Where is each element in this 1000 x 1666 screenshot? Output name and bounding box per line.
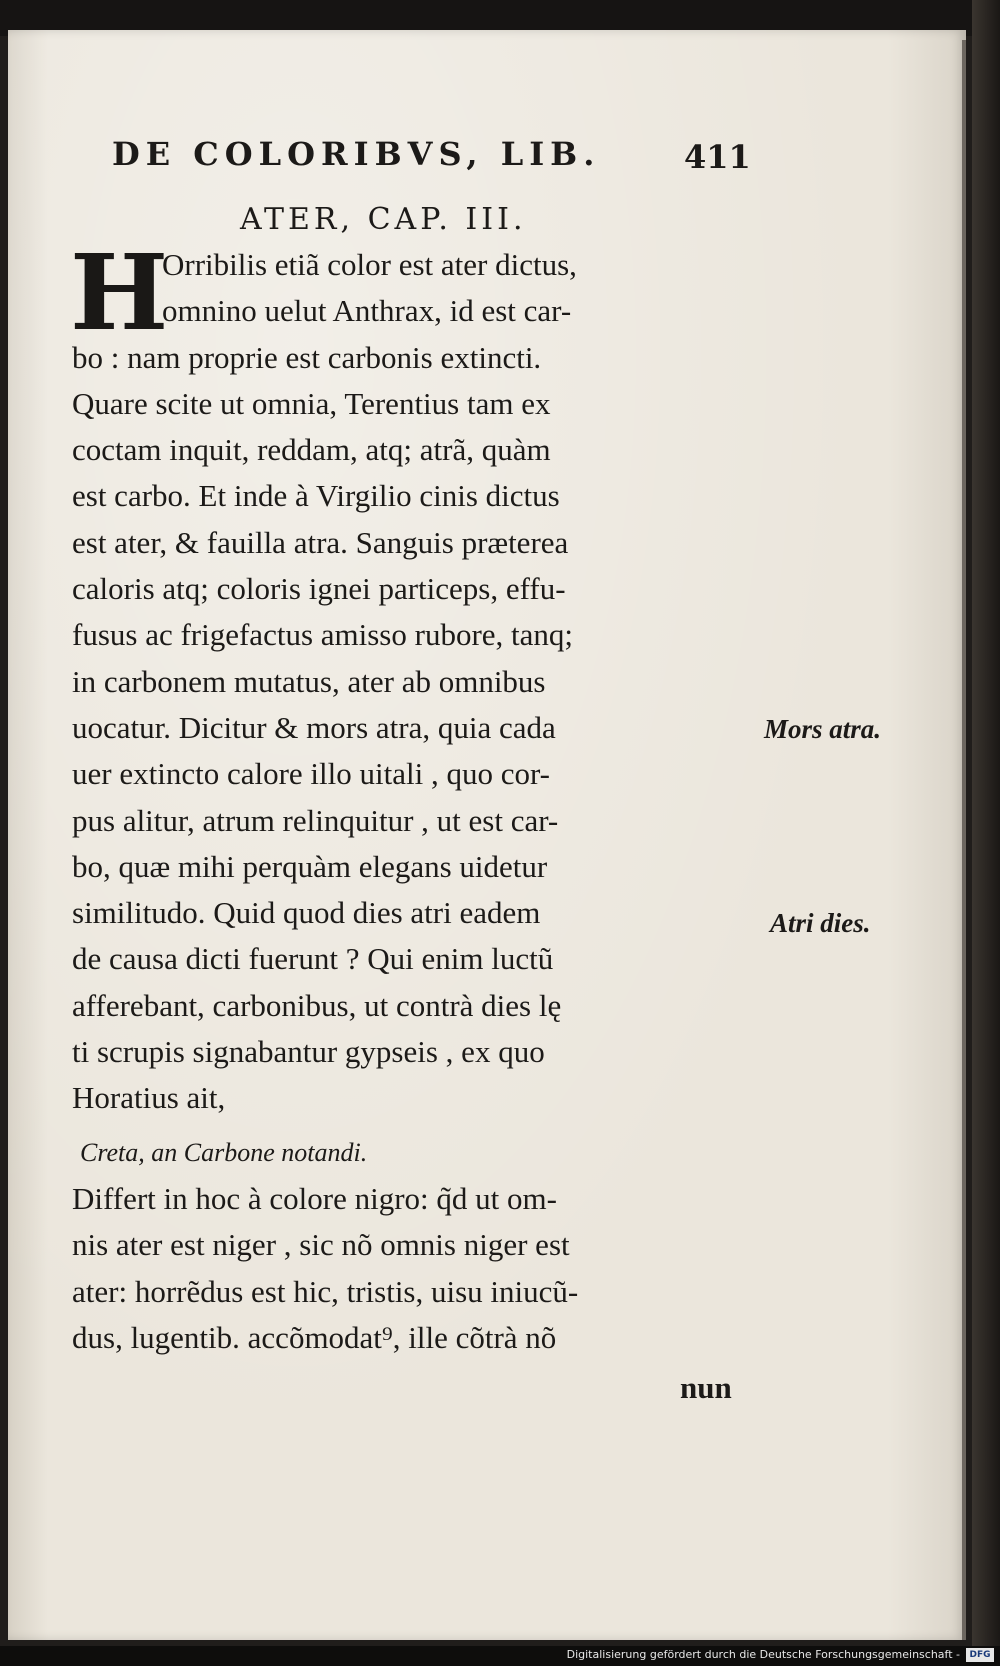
page-edge [962, 40, 966, 1640]
text-line: fusus ac frigefactus amisso rubore, tanq; [72, 617, 574, 653]
text-line: afferebant, carbonibus, ut contrà dies lę [72, 987, 562, 1023]
catchword: nun [680, 1370, 732, 1405]
text-line: Horatius ait, [72, 1080, 226, 1116]
page-number: 411 [684, 138, 751, 176]
text-line: uocatur. Dicitur & mors atra, quia cada [72, 709, 556, 745]
text-line: Orribilis etiã color est ater dictus, [162, 247, 577, 282]
text-line: in carbonem mutatus, ater ab omnibus [72, 663, 546, 699]
text-line: pus alitur, atrum relinquitur , ut est car- [72, 802, 559, 838]
chapter-title: ATER, CAP. III. [240, 202, 527, 237]
text-line: ater: horrẽdus est hic, tristis, uisu iniucũ- [72, 1273, 579, 1309]
drop-cap-initial: H [70, 231, 169, 354]
text-line: caloris atq; coloris ignei particeps, effu- [72, 571, 566, 607]
dfg-logo: DFG [966, 1648, 994, 1662]
scan-right-border [972, 0, 1000, 1666]
text-line: est ater, & fauilla atra. Sanguis præterea [72, 524, 569, 560]
text-line: coctam inquit, reddam, atq; atrã, quàm [72, 432, 551, 468]
text-line: nis ater est niger , sic nõ omnis niger est [72, 1227, 570, 1263]
text-line: bo, quæ mihi perquàm elegans uidetur [72, 848, 548, 884]
main-text [70, 231, 752, 1122]
funding-credit: Digitalisierung gefördert durch die Deutsche Forschungsgemeinschaft - [566, 1648, 960, 1661]
text-line: dus, lugentib. accõmodat⁹, ille cõtrà nõ [72, 1319, 557, 1355]
text-line: de causa dicti fuerunt ? Qui enim luctũ [72, 941, 554, 977]
verse-quotation: Creta, an Carbone notandi. [80, 1138, 368, 1167]
text-line: est carbo. Et inde à Virgilio cinis dictus [72, 478, 560, 514]
text-line: ti scrupis signabantur gypseis , ex quo [72, 1034, 545, 1070]
text-line: similitudo. Quid quod dies atri eadem [72, 895, 541, 931]
marginal-note-dies: Atri dies. [770, 908, 871, 938]
text-line: Quare scite ut omnia, Terentius tam ex [72, 385, 551, 421]
text-line: Differt in hoc à colore nigro: q̃d ut om- [72, 1181, 557, 1216]
main-text-continued [72, 1176, 752, 1361]
running-title: DE COLORIBVS, LIB. [112, 135, 601, 173]
text-line: omnino uelut Anthrax, id est car- [162, 293, 572, 329]
text-line: bo : nam proprie est carbonis extincti. [72, 339, 542, 375]
marginal-note-mors: Mors atra. [764, 714, 882, 744]
text-line: uer extincto calore illo uitali , quo cor- [72, 756, 550, 792]
